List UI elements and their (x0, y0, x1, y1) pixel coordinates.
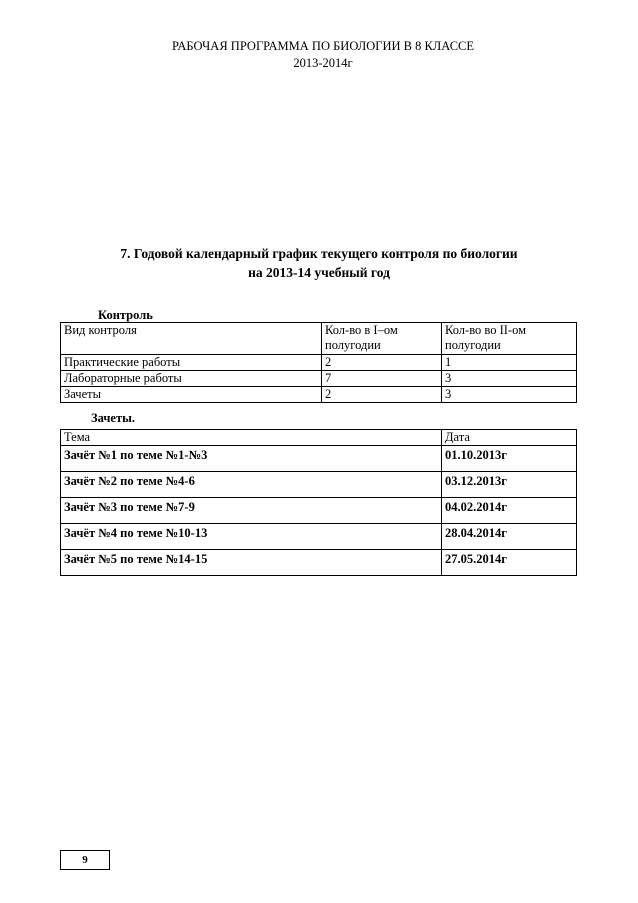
control-cell-first-half: 7 (322, 371, 442, 387)
control-cell-first-half: 2 (322, 387, 442, 403)
table-row (61, 387, 577, 403)
table-row (61, 524, 577, 550)
page-number: 9 (60, 850, 110, 870)
tests-table (60, 429, 577, 576)
table-row (61, 472, 577, 498)
control-table-caption: Контроль (98, 308, 153, 322)
control-cell-type: Практические работы (61, 355, 322, 371)
control-header-first-half: Кол-во в I–ом полугодии (322, 323, 442, 355)
section-title (0, 244, 638, 282)
tests-cell-date: 03.12.2013г (442, 472, 577, 498)
tests-header-topic: Тема (61, 430, 442, 446)
table-row (61, 498, 577, 524)
page-header (0, 38, 638, 72)
tests-header-date: Дата (442, 430, 577, 446)
table-row (61, 446, 577, 472)
section-title-line-2: на 2013-14 учебный год (248, 265, 390, 280)
control-table (60, 322, 577, 403)
section-title-line-1: 7. Годовой календарный график текущего контроля по биологии (120, 246, 518, 261)
tests-cell-topic: Зачёт №1 по теме №1-№3 (61, 446, 442, 472)
table-row (61, 371, 577, 387)
control-header-second-half: Кол-во во II-ом полугодии (442, 323, 577, 355)
tests-cell-date: 27.05.2014г (442, 550, 577, 576)
table-row (61, 550, 577, 576)
tests-cell-topic: Зачёт №5 по теме №14-15 (61, 550, 442, 576)
control-cell-second-half: 3 (442, 387, 577, 403)
control-cell-second-half: 1 (442, 355, 577, 371)
control-header-type: Вид контроля (61, 323, 322, 355)
control-cell-type: Зачеты (61, 387, 322, 403)
tests-cell-topic: Зачёт №3 по теме №7-9 (61, 498, 442, 524)
tests-cell-date: 04.02.2014г (442, 498, 577, 524)
tests-cell-date: 28.04.2014г (442, 524, 577, 550)
tests-cell-topic: Зачёт №2 по теме №4-6 (61, 472, 442, 498)
table-row (61, 355, 577, 371)
control-cell-type: Лабораторные работы (61, 371, 322, 387)
header-program-title: РАБОЧАЯ ПРОГРАММА ПО БИОЛОГИИ В 8 КЛАССЕ (171, 39, 474, 53)
tests-table-header-row (61, 430, 577, 446)
header-school-year: 2013-2014г (293, 56, 353, 70)
control-table-header-row (61, 323, 577, 355)
tests-cell-topic: Зачёт №4 по теме №10-13 (61, 524, 442, 550)
control-cell-first-half: 2 (322, 355, 442, 371)
control-cell-second-half: 3 (442, 371, 577, 387)
tests-cell-date: 01.10.2013г (442, 446, 577, 472)
tests-table-caption: Зачеты. (91, 411, 135, 425)
